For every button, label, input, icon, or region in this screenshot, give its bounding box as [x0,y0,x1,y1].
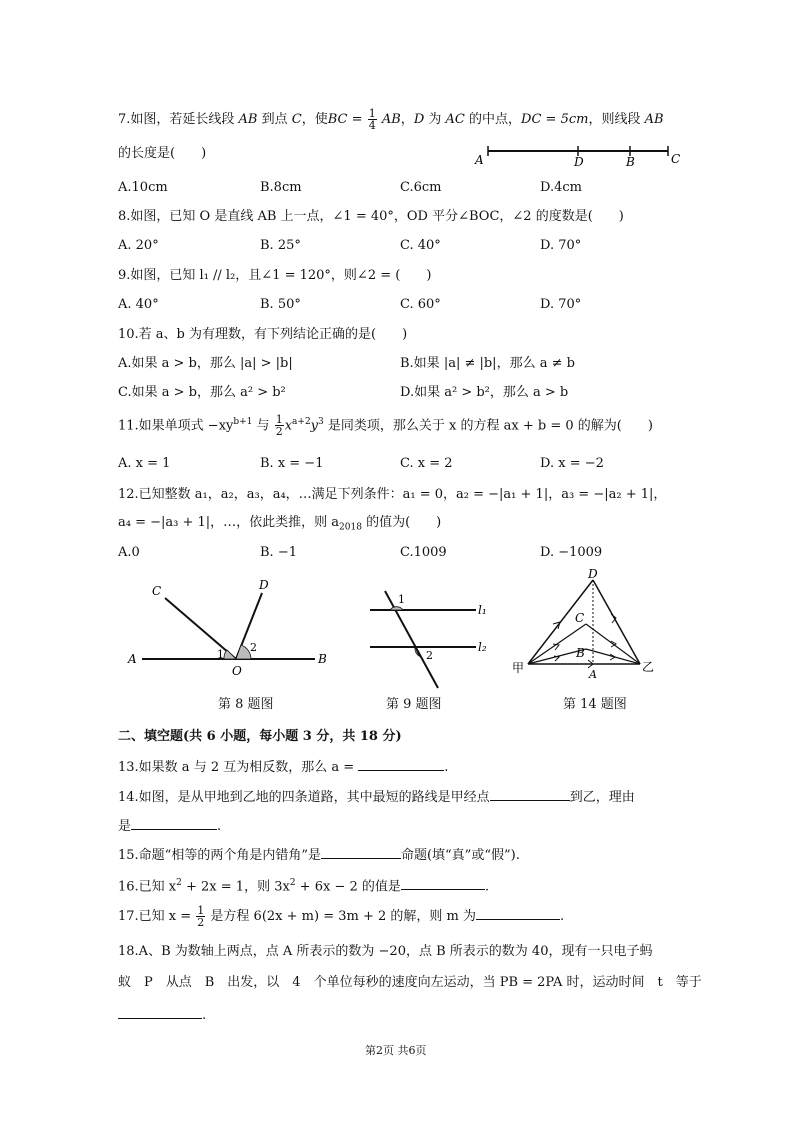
figure-14-caption: 第 14 题图 [563,697,627,712]
q8-option-d[interactable]: D. 70° [540,238,582,253]
point-d-label: D [574,155,584,169]
q7-option-a[interactable]: A.10cm [118,180,168,195]
figure-8-angle-diagram [120,575,340,685]
figure-9-parallel-lines-diagram [368,583,498,693]
label-c: C [575,611,585,625]
figure-8-caption: 第 8 题图 [218,697,274,712]
q14-point-blank[interactable] [490,788,570,801]
q9-option-d[interactable]: D. 70° [540,297,582,312]
q14-reason-blank[interactable] [131,817,217,830]
angle-2-label: 2 [426,649,433,662]
q11-option-c[interactable]: C. x = 2 [400,456,453,471]
q13-text: 13.如果数 a 与 2 互为相反数，那么 a = . [118,760,449,775]
q12-option-a[interactable]: A.0 [118,545,140,560]
q12-line2: a₄ = −|a₃ + 1|，…，依此类推，则 $a_{2018}$ 的值为( ) [118,515,442,533]
q18-line1: 18.A、B 为数轴上两点，点 A 所表示的数为 −20，点 B 所表示的数为 40，现有一只电子蚂 [118,944,653,959]
label-o: O [232,664,242,678]
q10-option-c[interactable]: C.如果 a > b，那么 a² > b² [118,385,286,400]
fraction: $\frac{1}{2}$ [275,413,283,439]
page-number-footer: 第2页 共6页 [365,1044,427,1057]
point-c-label: C [671,152,681,166]
q11-option-b[interactable]: B. x = −1 [260,456,324,471]
q9-text: 9.如图，已知 l₁ // l₂，且∠1 = 120°，则∠2 = ( ) [118,268,432,283]
label-a: A [589,668,597,681]
q7-line2: 的长度是( ) [118,146,207,161]
angle-2-label: 2 [250,641,257,654]
q12-option-b[interactable]: B. −1 [260,545,297,560]
q7-option-b[interactable]: B.8cm [260,180,302,195]
figure-14-routes-diagram [508,568,668,683]
q12-option-d[interactable]: D. −1009 [540,545,603,560]
label-jia: 甲 [512,661,525,675]
q9-option-a[interactable]: A. 40° [118,297,159,312]
q11-text: 11.如果单项式 $-xy^{b+1}$ 与 $\frac{1}{2}$ $x^{a+2}y^3$ 是同类项，那么关于 x 的方程 ax + b = 0 的解为( ) [118,413,653,439]
q11-option-d[interactable]: D. x = −2 [540,456,604,471]
label-d: D [259,578,269,592]
q11-option-a[interactable]: A. x = 1 [118,456,171,471]
q15-text: 15.命题“相等的两个角是内错角”是 命题(填“真”或“假”). [118,848,520,863]
section-2-title: 二、填空题(共 6 小题，每小题 3 分，共 18 分) [118,729,402,744]
line-l1-label: l₁ [478,603,487,617]
q14-line2: 是 . [118,819,222,834]
q8-option-a[interactable]: A. 20° [118,238,159,253]
q17-answer-blank[interactable] [476,907,560,920]
q8-text: 8.如图，已知 O 是直线 AB 上一点，∠1 = 40°，OD 平分∠BOC，∠2 的度数是( ) [118,209,624,224]
q16-answer-blank[interactable] [401,877,485,890]
line-l2-label: l₂ [478,640,487,654]
q10-option-b[interactable]: B.如果 |a| ≠ |b|，那么 a ≠ b [400,356,575,371]
point-b-label: B [626,155,635,169]
q10-option-a[interactable]: A.如果 a > b，那么 |a| > |b| [118,356,293,371]
angle-1-label: 1 [217,648,224,661]
fraction: $\frac{1}{4}$ [368,107,376,132]
q8-option-b[interactable]: B. 25° [260,238,301,253]
q9-option-c[interactable]: C. 60° [400,297,441,312]
label-d: D [588,568,598,581]
q9-option-b[interactable]: B. 50° [260,297,301,312]
fraction: $\frac{1}{2}$ [197,904,205,929]
point-a-label: A [475,153,484,167]
q15-answer-blank[interactable] [321,846,401,859]
q13-answer-blank[interactable] [358,758,444,771]
label-a: A [128,652,137,666]
q12-option-c[interactable]: C.1009 [400,545,447,560]
q12-line1: 12.已知整数 a₁，a₂，a₃，a₄，…满足下列条件：a₁ = 0，a₂ = −|a₁ + 1|，a₃ = −|a₂ + 1|， [118,487,667,502]
label-b: B [576,646,585,660]
q8-option-c[interactable]: C. 40° [400,238,441,253]
q16-text: 16.已知 $x^2 + 2x = 1$，则 $3x^2 + 6x - 2$ 的值是 . [118,878,490,895]
label-c: C [152,584,162,598]
q18-line3: . [118,1006,206,1024]
q7-segment-figure [470,142,690,172]
q17-text: 17.已知 x = $\frac{1}{2}$ 是方程 6(2x + m) = 3m + 2 的解，则 m 为 . [118,904,565,929]
label-b: B [318,652,327,666]
figure-9-caption: 第 9 题图 [386,697,442,712]
label-yi: 乙 [642,660,655,674]
q7-option-c[interactable]: C.6cm [400,180,442,195]
q10-option-d[interactable]: D.如果 a² > b²，那么 a > b [400,385,569,400]
q18-answer-blank[interactable] [118,1006,202,1019]
q7-line1: 7.如图，若延长线段 AB 到点 C，使BC = $\frac{1}{4}$ AB，D 为 AC 的中点，DC = 5cm，则线段 AB [118,107,664,132]
q18-line2: 蚁 P 从点 B 出发，以 4 个单位每秒的速度向左运动，当 PB = 2PA 时，运动时间 t 等于 [118,975,702,990]
q7-option-d[interactable]: D.4cm [540,180,582,195]
q14-line1: 14.如图，是从甲地到乙地的四条道路，其中最短的路线是甲经点 到乙，理由 [118,790,635,805]
q10-text: 10.若 a、b 为有理数，有下列结论正确的是( ) [118,327,408,342]
angle-1-label: 1 [398,593,405,606]
